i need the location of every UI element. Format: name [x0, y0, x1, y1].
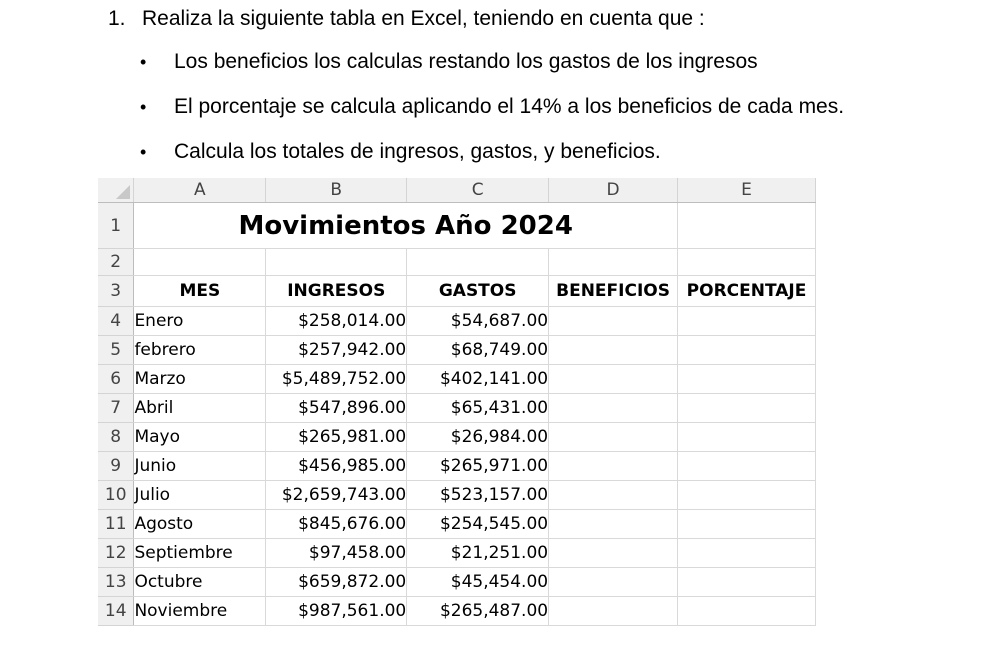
sheet-row — [98, 203, 816, 249]
cell-mes[interactable]: Marzo — [134, 365, 266, 394]
row-number[interactable]: 12 — [98, 539, 134, 568]
cell-mes[interactable]: Abril — [134, 394, 266, 423]
cell-mes[interactable]: Octubre — [134, 568, 266, 597]
row-number[interactable]: 1 — [98, 203, 134, 249]
table-row — [98, 539, 816, 568]
cell-beneficios[interactable] — [549, 481, 678, 510]
cell-gastos[interactable]: $21,251.00 — [407, 539, 549, 568]
row-number[interactable]: 4 — [98, 307, 134, 336]
cell-mes[interactable]: Julio — [134, 481, 266, 510]
cell-gastos[interactable]: $26,984.00 — [407, 423, 549, 452]
cell-porcentaje[interactable] — [678, 307, 816, 336]
spreadsheet-grid — [98, 178, 816, 626]
cell-ingresos[interactable]: $456,985.00 — [266, 452, 407, 481]
header-cell-gastos[interactable]: GASTOS — [407, 276, 549, 307]
cell[interactable] — [266, 249, 407, 276]
header-cell-ingresos[interactable]: INGRESOS — [266, 276, 407, 307]
select-all-corner[interactable] — [98, 178, 134, 203]
row-number[interactable]: 6 — [98, 365, 134, 394]
table-row — [98, 423, 816, 452]
table-row — [98, 481, 816, 510]
cell-porcentaje[interactable] — [678, 597, 816, 626]
cell-gastos[interactable]: $265,487.00 — [407, 597, 549, 626]
cell-beneficios[interactable] — [549, 394, 678, 423]
cell-porcentaje[interactable] — [678, 568, 816, 597]
cell-mes[interactable]: febrero — [134, 336, 266, 365]
bullet-icon: • — [140, 142, 147, 162]
cell-ingresos[interactable]: $258,014.00 — [266, 307, 407, 336]
column-header-b[interactable]: B — [266, 178, 407, 203]
spreadsheet — [98, 178, 816, 638]
column-header-row — [98, 178, 816, 203]
cell-gastos[interactable]: $45,454.00 — [407, 568, 549, 597]
cell-ingresos[interactable]: $2,659,743.00 — [266, 481, 407, 510]
table-row — [98, 510, 816, 539]
cell-gastos[interactable]: $65,431.00 — [407, 394, 549, 423]
row-number[interactable]: 5 — [98, 336, 134, 365]
cell-beneficios[interactable] — [549, 336, 678, 365]
table-row — [98, 452, 816, 481]
instruction-number: 1. — [108, 7, 126, 30]
instruction-text: Realiza la siguiente tabla en Excel, teniendo en cuenta que : — [142, 7, 705, 30]
sheet-row — [98, 276, 816, 307]
cell-gastos[interactable]: $68,749.00 — [407, 336, 549, 365]
row-number[interactable]: 3 — [98, 276, 134, 307]
cell-gastos[interactable]: $523,157.00 — [407, 481, 549, 510]
row-number[interactable]: 2 — [98, 249, 134, 276]
cell[interactable] — [407, 249, 549, 276]
cell-mes[interactable]: Enero — [134, 307, 266, 336]
bullet-text: Los beneficios los calculas restando los gastos de los ingresos — [174, 50, 758, 73]
header-cell-porcentaje[interactable]: PORCENTAJE — [678, 276, 816, 307]
cell[interactable] — [678, 249, 816, 276]
instruction-bullet — [140, 50, 758, 74]
cell[interactable] — [678, 203, 816, 249]
column-header-c[interactable]: C — [407, 178, 549, 203]
sheet-row — [98, 249, 816, 276]
cell-porcentaje[interactable] — [678, 365, 816, 394]
cell-ingresos[interactable]: $265,981.00 — [266, 423, 407, 452]
cell-ingresos[interactable]: $987,561.00 — [266, 597, 407, 626]
cell-ingresos[interactable]: $659,872.00 — [266, 568, 407, 597]
cell-ingresos[interactable]: $845,676.00 — [266, 510, 407, 539]
cell-beneficios[interactable] — [549, 539, 678, 568]
instruction-main — [108, 7, 705, 31]
instruction-bullet — [140, 140, 661, 164]
bullet-icon: • — [140, 97, 147, 117]
row-number[interactable]: 14 — [98, 597, 134, 626]
table-row — [98, 597, 816, 626]
cell-beneficios[interactable] — [549, 597, 678, 626]
select-all-triangle-icon — [116, 185, 130, 199]
cell-gastos[interactable]: $265,971.00 — [407, 452, 549, 481]
row-number[interactable]: 10 — [98, 481, 134, 510]
cell-beneficios[interactable] — [549, 307, 678, 336]
cell-porcentaje[interactable] — [678, 423, 816, 452]
cell[interactable] — [134, 249, 266, 276]
column-header-d[interactable]: D — [549, 178, 678, 203]
cell-beneficios[interactable] — [549, 568, 678, 597]
cell-porcentaje[interactable] — [678, 510, 816, 539]
bullet-icon: • — [140, 52, 147, 72]
cell-beneficios[interactable] — [549, 365, 678, 394]
cell-porcentaje[interactable] — [678, 336, 816, 365]
cell-ingresos[interactable]: $5,489,752.00 — [266, 365, 407, 394]
cell-gastos[interactable]: $54,687.00 — [407, 307, 549, 336]
row-number[interactable]: 13 — [98, 568, 134, 597]
cell-ingresos[interactable]: $547,896.00 — [266, 394, 407, 423]
cell-beneficios[interactable] — [549, 452, 678, 481]
cell-gastos[interactable]: $254,545.00 — [407, 510, 549, 539]
instruction-bullet — [140, 95, 844, 119]
cell[interactable] — [549, 249, 678, 276]
cell-mes[interactable]: Septiembre — [134, 539, 266, 568]
table-row — [98, 336, 816, 365]
column-header-a[interactable]: A — [134, 178, 266, 203]
row-number[interactable]: 8 — [98, 423, 134, 452]
row-number[interactable]: 7 — [98, 394, 134, 423]
cell-ingresos[interactable]: $97,458.00 — [266, 539, 407, 568]
cell-porcentaje[interactable] — [678, 394, 816, 423]
table-row — [98, 568, 816, 597]
cell-porcentaje[interactable] — [678, 481, 816, 510]
cell-mes[interactable]: Noviembre — [134, 597, 266, 626]
table-row — [98, 307, 816, 336]
table-row — [98, 394, 816, 423]
cell-porcentaje[interactable] — [678, 452, 816, 481]
cell-beneficios[interactable] — [549, 510, 678, 539]
cell-mes[interactable]: Junio — [134, 452, 266, 481]
row-number[interactable]: 11 — [98, 510, 134, 539]
cell-beneficios[interactable] — [549, 423, 678, 452]
cell-mes[interactable]: Mayo — [134, 423, 266, 452]
bullet-text: Calcula los totales de ingresos, gastos, y beneficios. — [174, 140, 661, 163]
cell-gastos[interactable]: $402,141.00 — [407, 365, 549, 394]
header-cell-mes[interactable]: MES — [134, 276, 266, 307]
cell-ingresos[interactable]: $257,942.00 — [266, 336, 407, 365]
cell-porcentaje[interactable] — [678, 539, 816, 568]
header-cell-beneficios[interactable]: BENEFICIOS — [549, 276, 678, 307]
bullet-text: El porcentaje se calcula aplicando el 14% a los beneficios de cada mes. — [174, 95, 845, 118]
row-number[interactable]: 9 — [98, 452, 134, 481]
cell-mes[interactable]: Agosto — [134, 510, 266, 539]
column-header-e[interactable]: E — [678, 178, 816, 203]
table-row — [98, 365, 816, 394]
sheet-title-cell[interactable]: Movimientos Año 2024 — [134, 203, 678, 249]
